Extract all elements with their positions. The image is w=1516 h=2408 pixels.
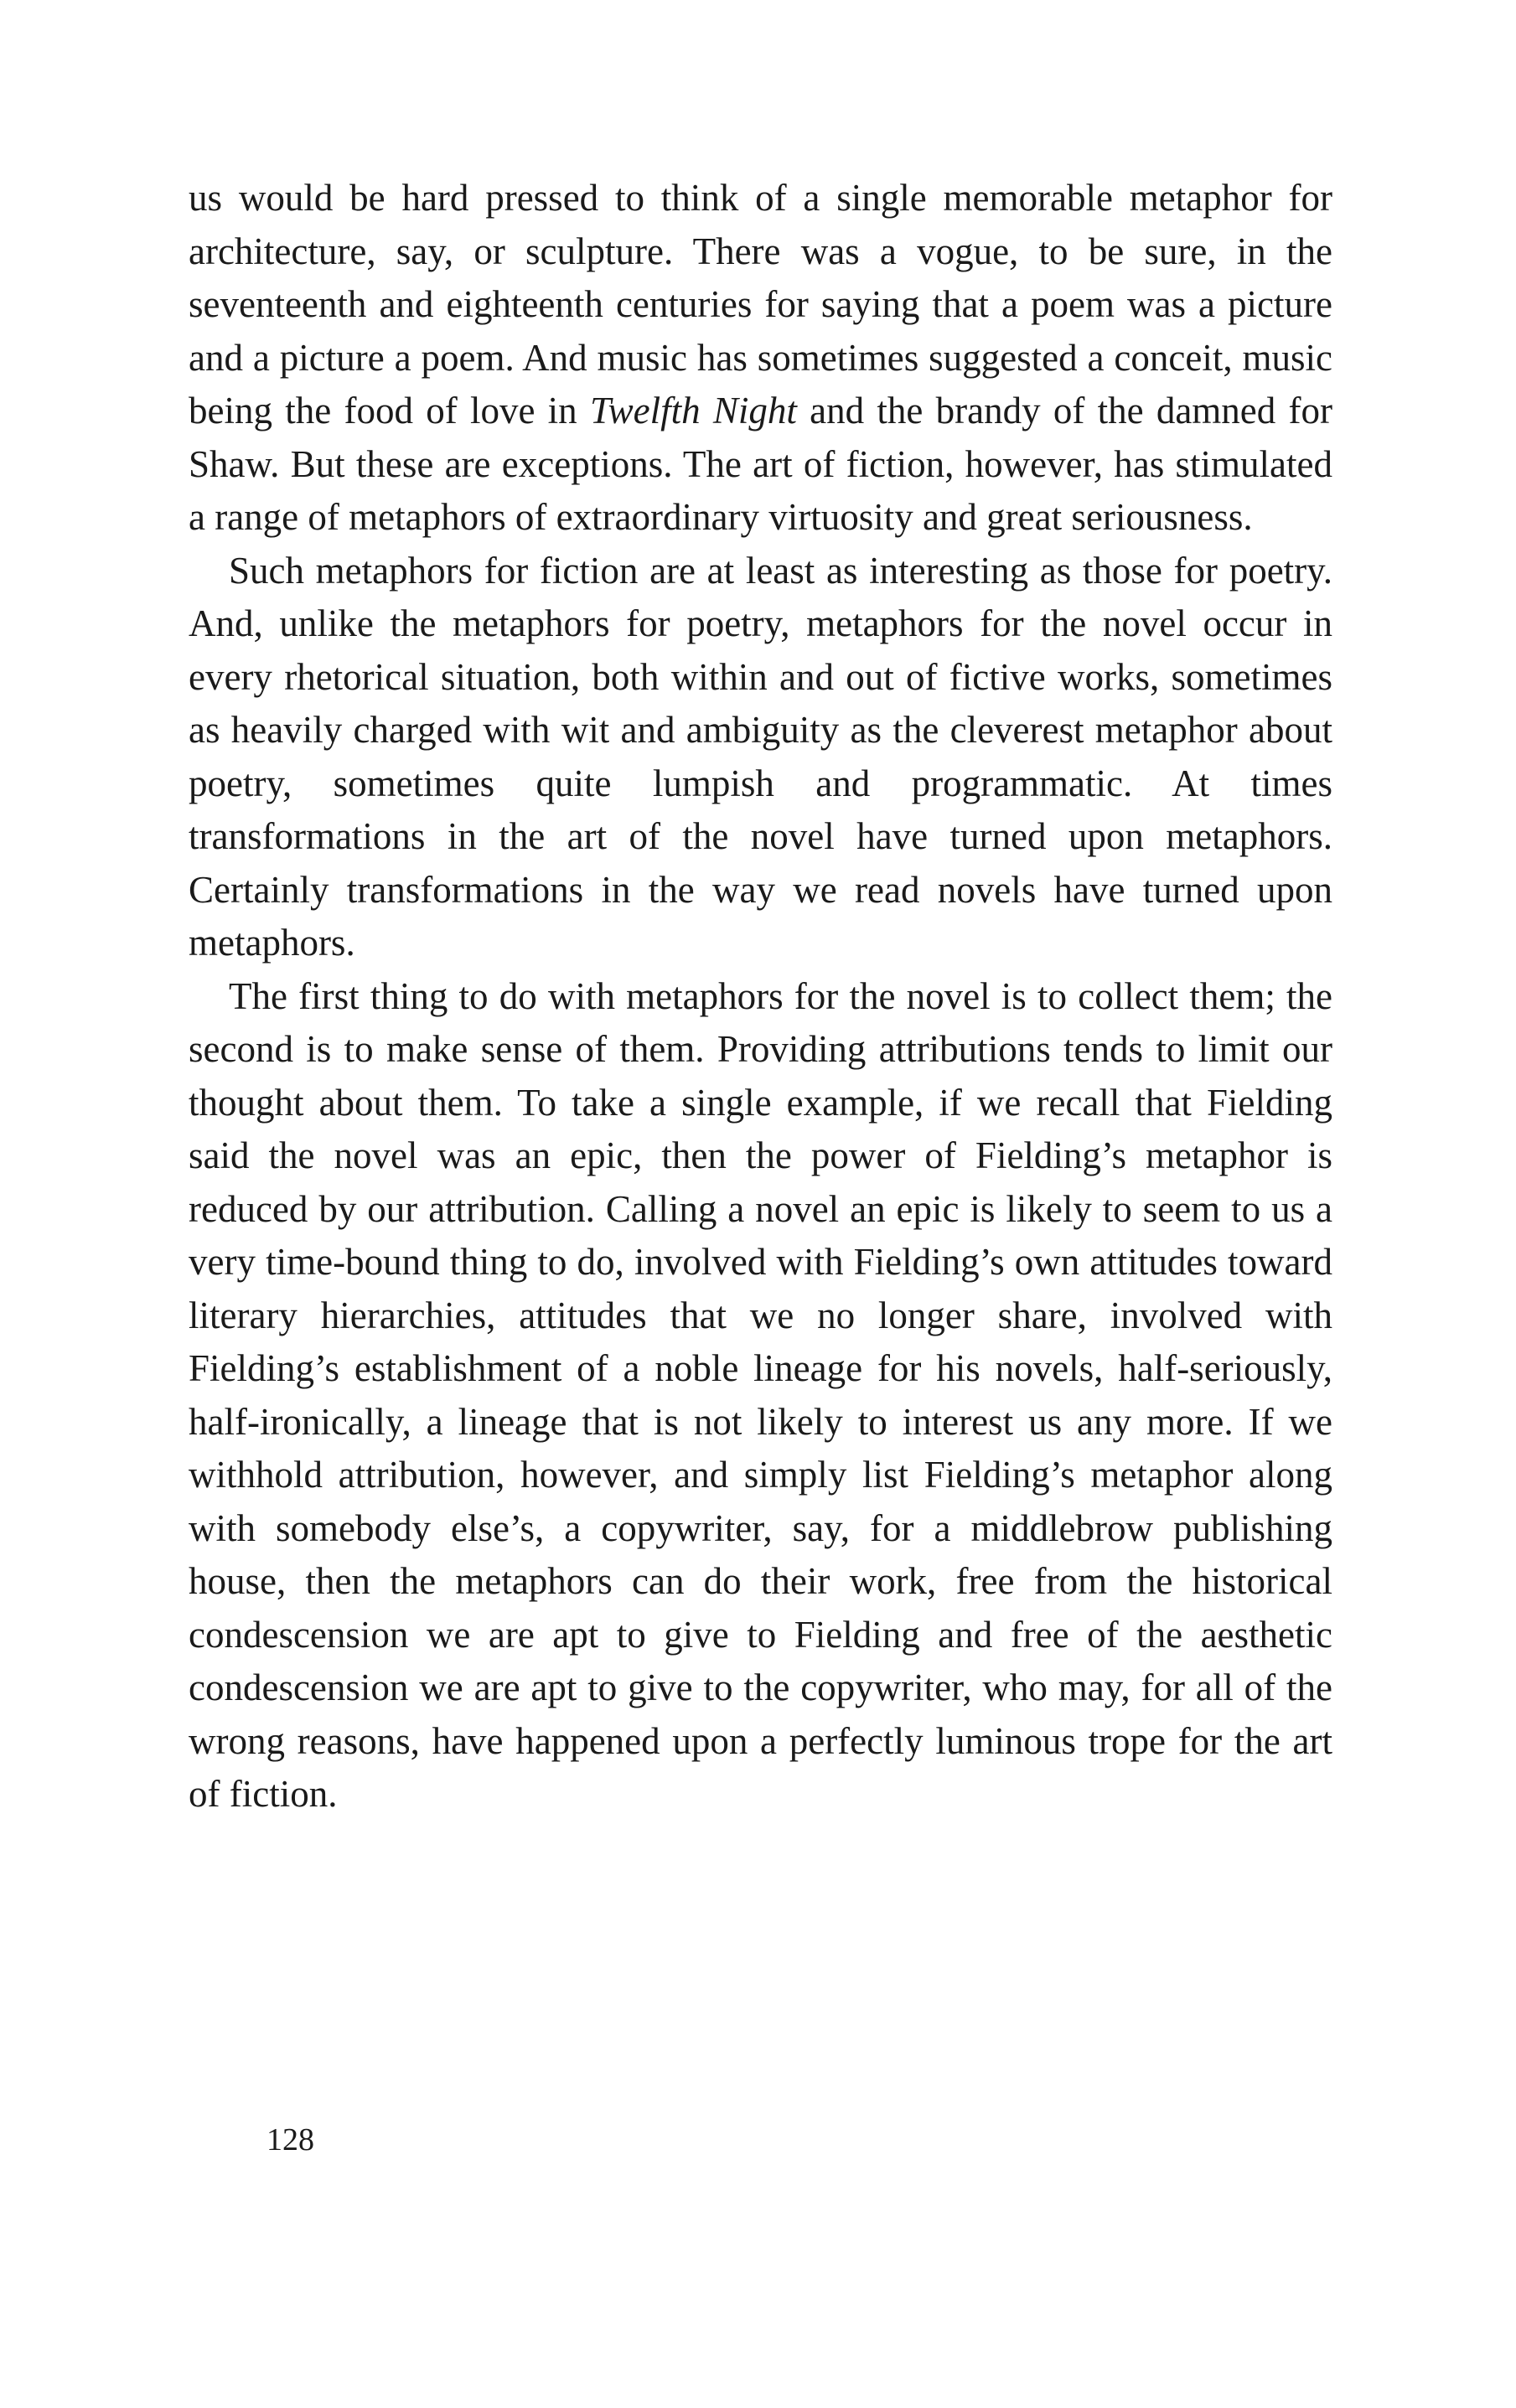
paragraph-2: Such metaphors for fiction are at least as interesting as those for poetry. And, unlike the metaphors for poetry, metaphors for the novel occur in every rhetorical situation, both within and out of fictive works, sometimes as heavily charged with wit and ambiguity as the cleverest metaphor about poetry, sometimes quite lumpish and programmatic. At times transformations in the art of the novel have turned upon metaphors. Certainly transformations in the way we read novels have turned upon metaphors. (189, 549, 1332, 964)
play-title: Twelfth Night (589, 390, 797, 431)
paragraph-3: The first thing to do with metaphors for the novel is to collect them; the second is to make sense of them. Providing attributions tends to limit our thought about them. To take a single example, if we recall that Fielding said the novel was an epic, then the power of Fielding’s metaphor is reduced by our attribution. Calling a novel an epic is likely to seem to us a very time-bound thing to do, involved with Fielding’s own attitudes toward literary hierarchies, attitudes that we no longer share, involved with Fielding’s establishment of a noble lineage for his novels, half-seriously, half-ironically, a lineage that is not likely to interest us any more. If we withhold attribution, however, and simply list Fielding’s metaphor along with somebody else’s, a copywriter, say, for a middlebrow publishing house, then the metaphors can do their work, free from the historical condescension we are apt to give to Fielding and free of the aesthetic condescension we are apt to give to the copywriter, who may, for all of the wrong reasons, have happened upon a perfectly luminous trope for the art of fiction. (189, 974, 1332, 1815)
paragraph-1-text-b: and the brandy of the damned for Shaw. But these are exceptions. The art of fiction, however, has stimulated a range of metaphors of extraordinary virtuosity and great seriousness. (189, 390, 1333, 538)
page-body (189, 172, 1332, 1822)
paragraph-1-text-a: us would be hard pressed to think of a single memorable metaphor for architecture, say, or sculpture. There was a vogue, to be sure, in the seventeenth and eighteenth centuries for saying that a poem was a picture and a picture a poem. And music has sometimes suggested a conceit, music being the food of love in (189, 177, 1332, 431)
page-number: 128 (266, 2122, 314, 2157)
paragraph-1 (189, 172, 1332, 545)
